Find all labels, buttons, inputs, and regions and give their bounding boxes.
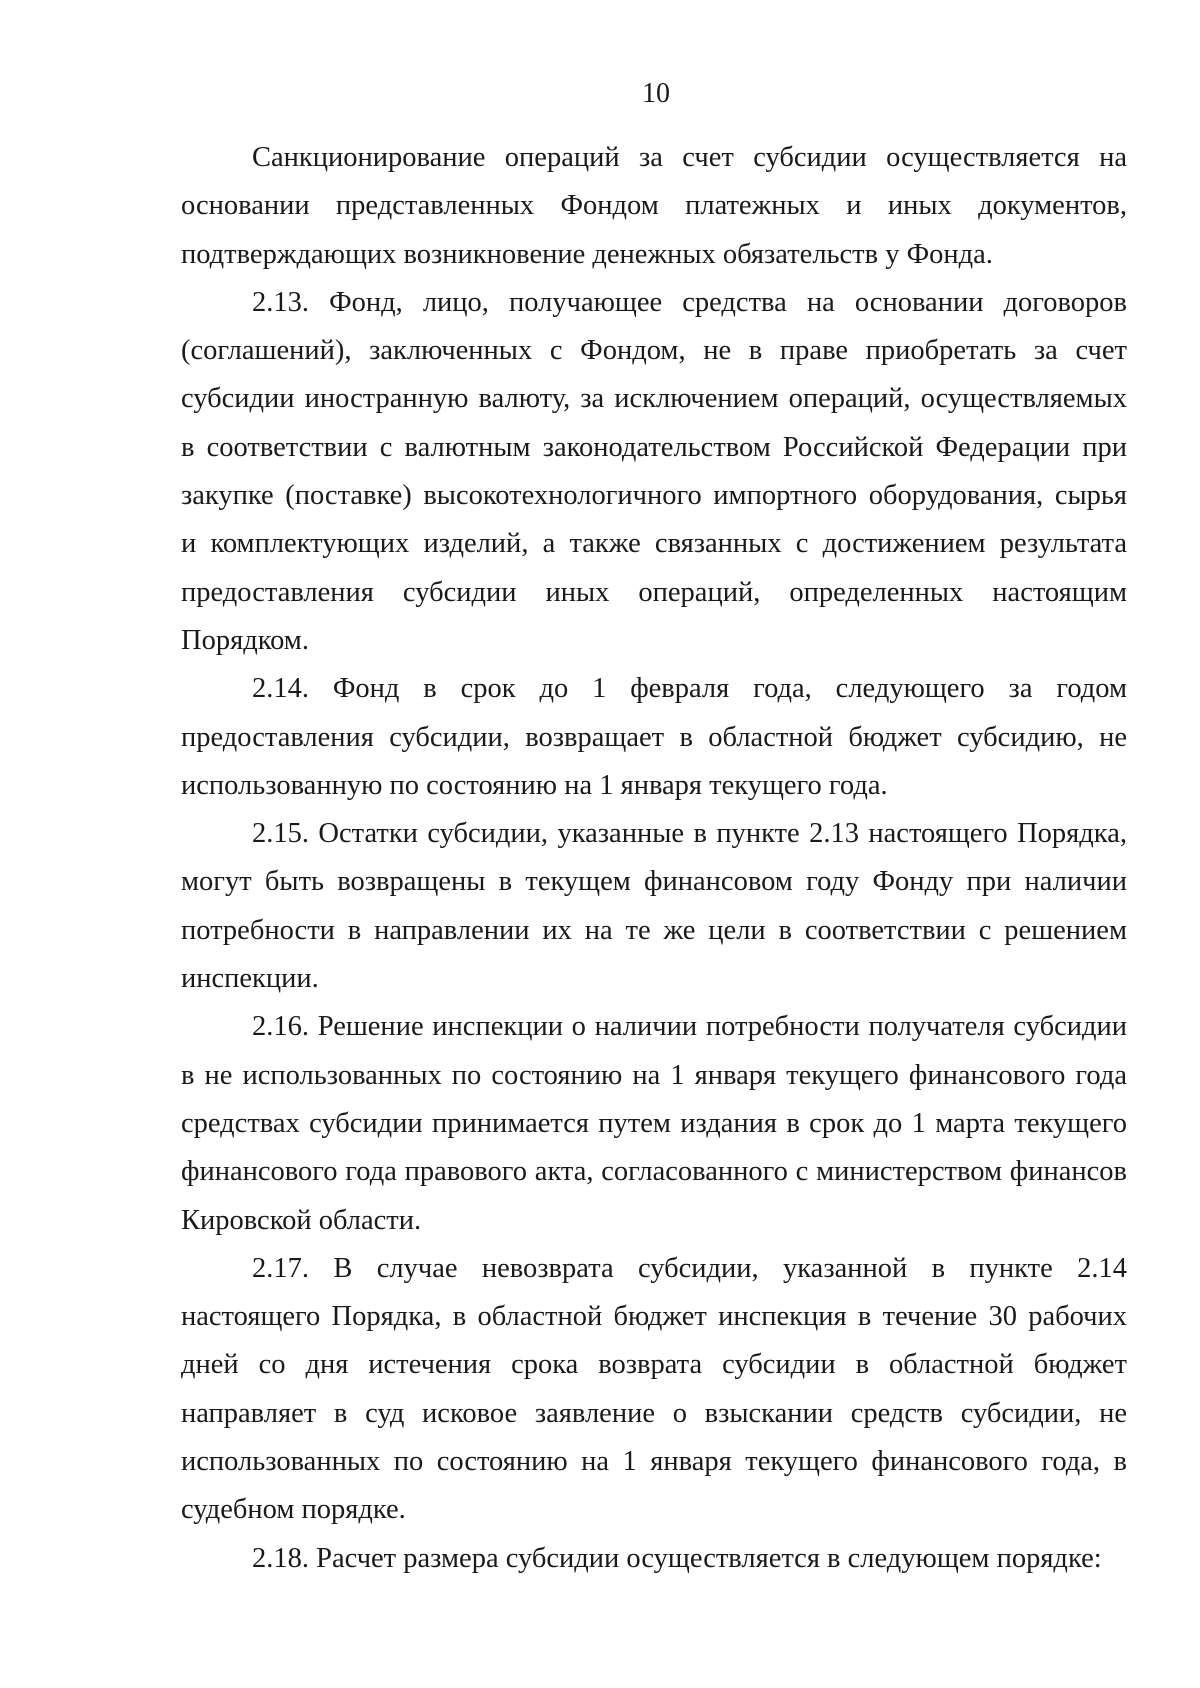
paragraph-2-18: 2.18. Расчет размера субсидии осуществляется в следующем порядке: — [252, 1542, 1102, 1574]
document-body — [181, 134, 1127, 1583]
paragraph-2-15: 2.15. Остатки субсидии, указанные в пункте 2.13 настоящего Порядка, могут быть возвращены в текущем финансовом году Фонду при наличии потребности в направлении их на те же цели в соответствии с решением инспекции. — [181, 818, 1127, 995]
paragraph-2-17: 2.17. В случае невозврата субсидии, указанной в пункте 2.14 настоящего Порядка, в областной бюджет инспекция в течение 30 рабочих дней со дня истечения срока возврата субсидии в областной бюджет направляет в суд исковое заявление о взыскании средств субсидии, не использованных по состоянию на 1 января текущего финансового года, в судебном порядке. — [181, 1252, 1127, 1526]
page-number: 10 — [642, 78, 670, 109]
paragraph-2-16: 2.16. Решение инспекции о наличии потребности получателя субсидии в не использованных по состоянию на 1 января текущего финансового года средствах субсидии принимается путем издания в срок до 1 марта текущего финансового года правового акта, согласованного с министерством финансов Кировской области. — [181, 1011, 1127, 1236]
paragraph-2-13: 2.13. Фонд, лицо, получающее средства на основании договоров (соглашений), заключенных с Фондом, не в праве приобретать за счет субсидии иностранную валюту, за исключением операций, осуществляемых в соответствии с валютным законодательством Российской Федерации при закупке (поставке) высокотехнологичного импортного оборудования, сырья и комплектующих изделий, а также связанных с достижением результата предоставления субсидии иных операций, определенных настоящим Порядком. — [181, 286, 1127, 656]
paragraph-2-14: 2.14. Фонд в срок до 1 февраля года, следующего за годом предоставления субсидии, возвращает в областной бюджет субсидию, не использованную по состоянию на 1 января текущего года. — [181, 673, 1127, 801]
paragraph-sanction: Санкционирование операций за счет субсидии осуществляется на основании представленных Фондом платежных и иных документов, подтверждающих возникновение денежных обязательств у Фонда. — [181, 142, 1127, 270]
